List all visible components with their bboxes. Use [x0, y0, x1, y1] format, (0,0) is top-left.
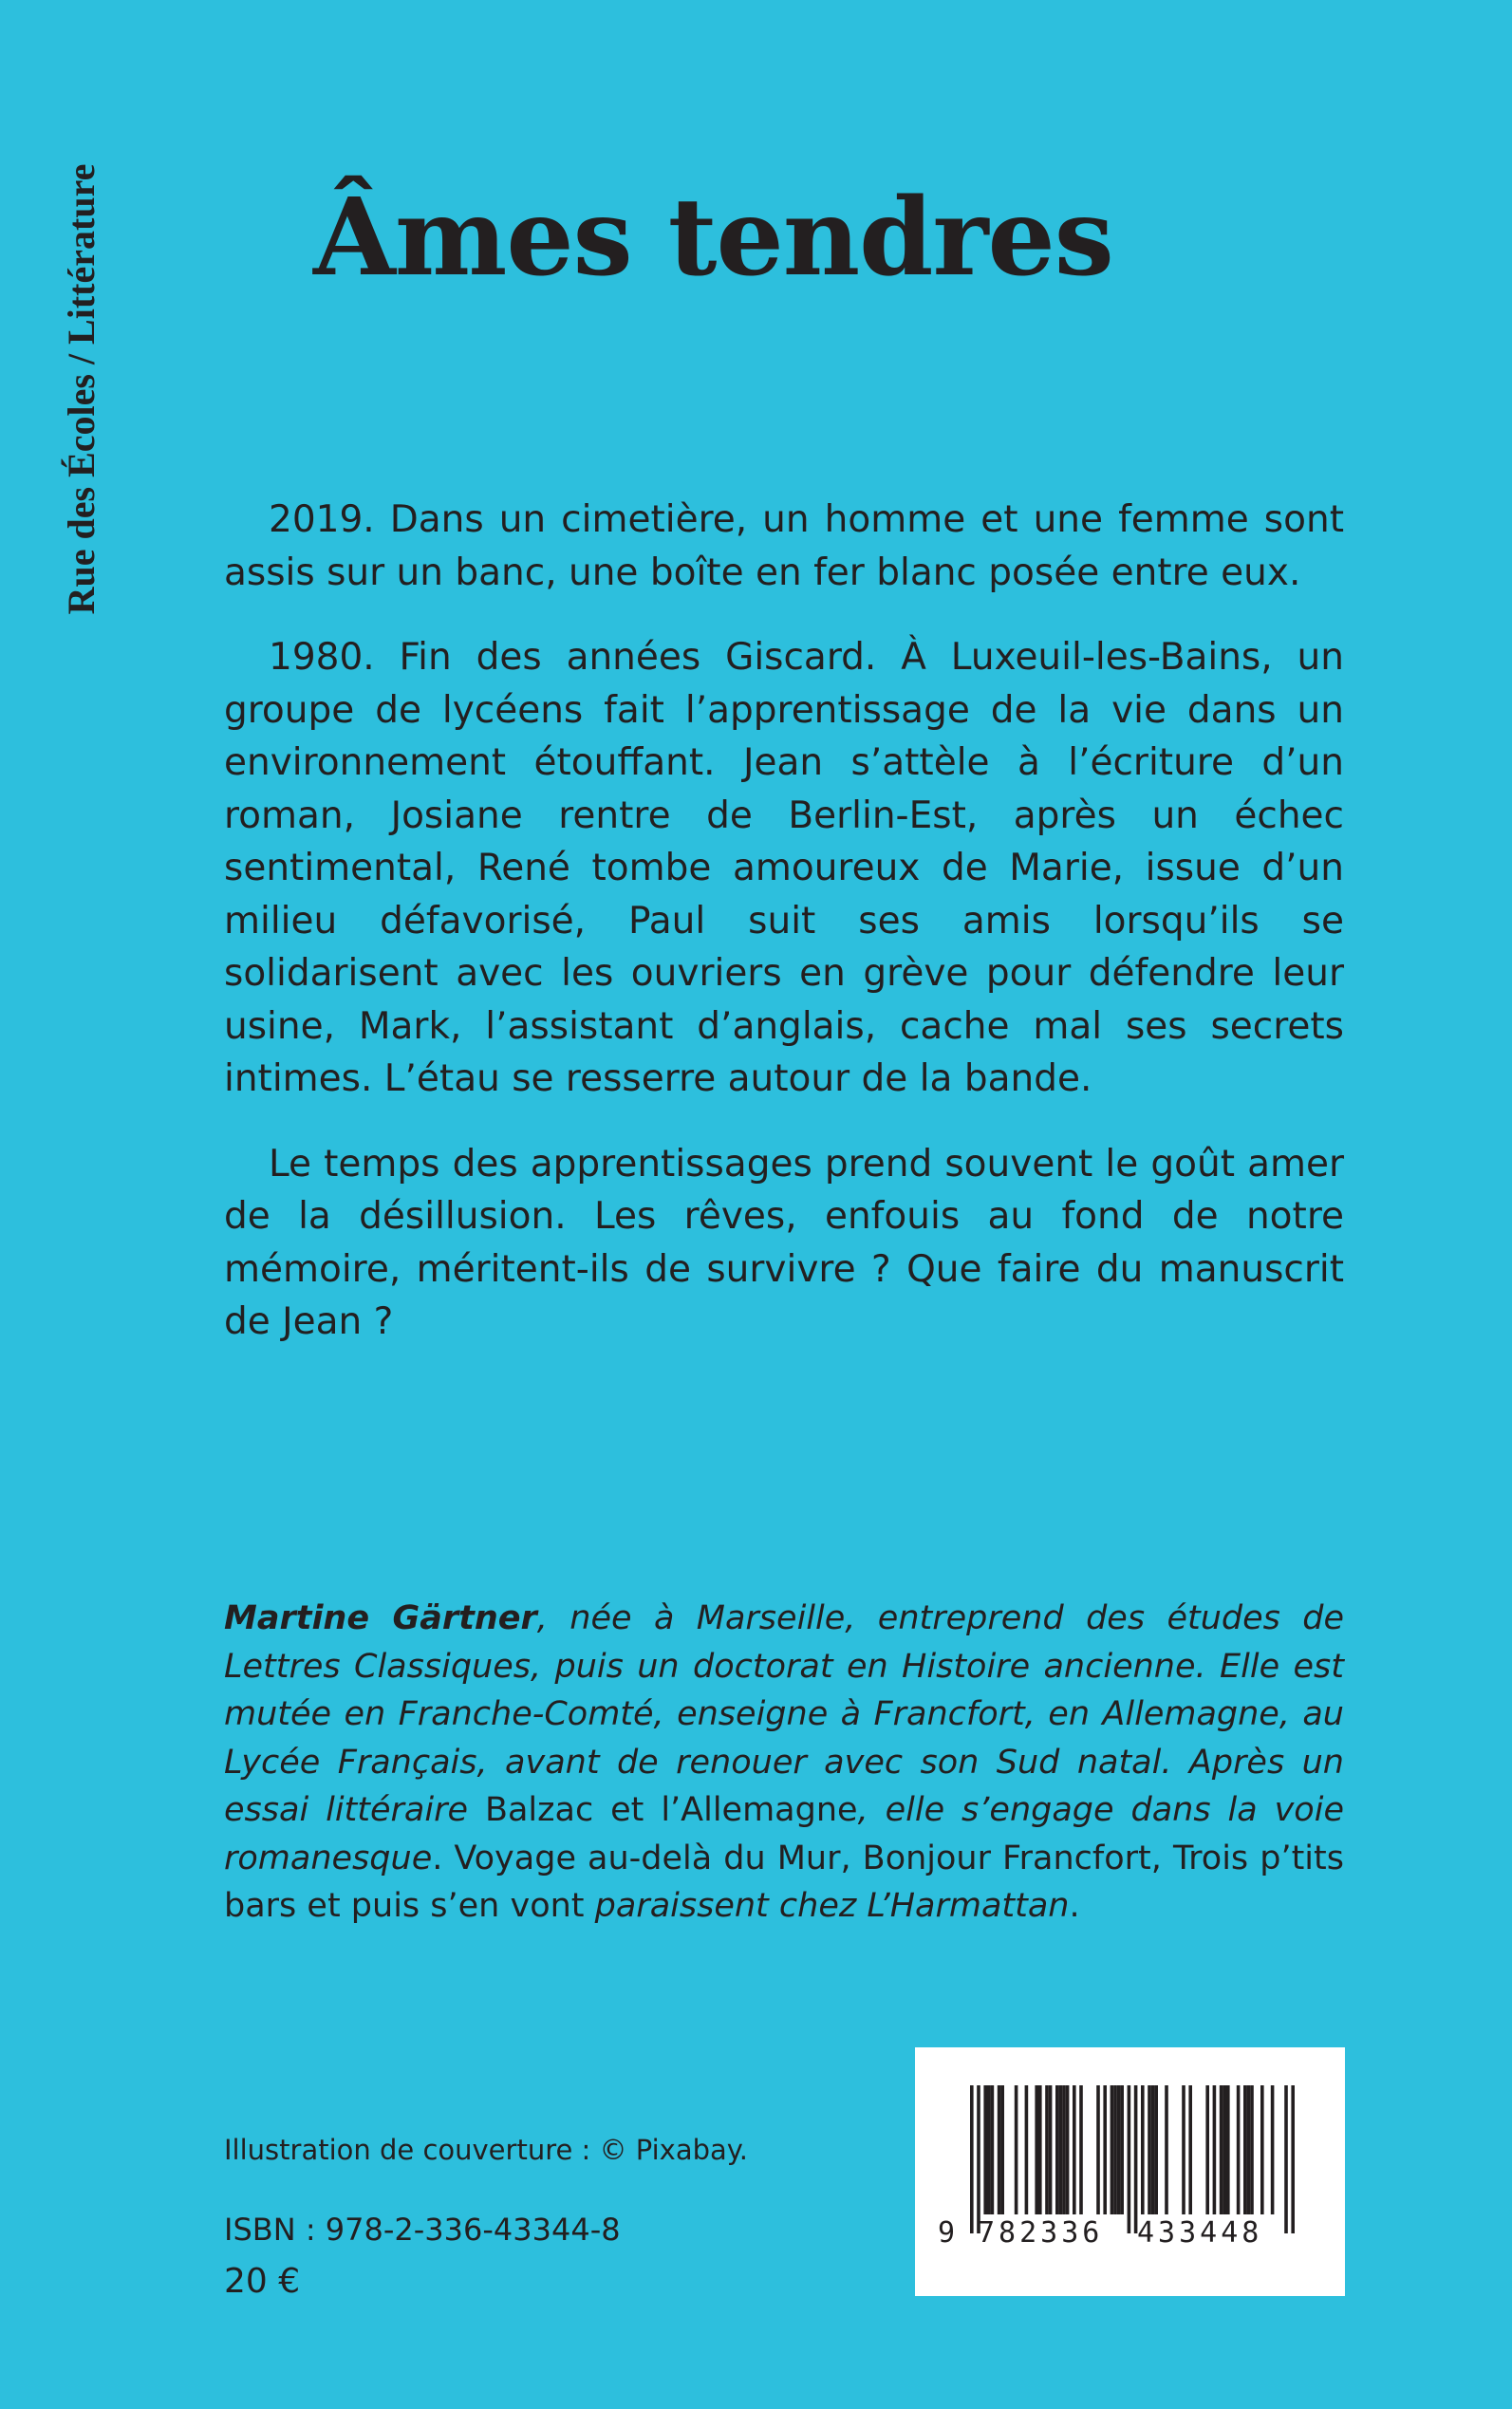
bio-text-2: , elle s’engage dans la voie romanesque: [224, 1791, 1344, 1877]
barcode-bar: [987, 2085, 991, 2214]
illustration-credit: Illustration de couverture : © Pixabay.: [224, 2134, 749, 2166]
barcode-bar: [1141, 2085, 1145, 2214]
barcode-digits-right: 433448: [1137, 2216, 1263, 2250]
bio-text-3: .: [432, 1839, 455, 1877]
barcode-bar: [1038, 2085, 1042, 2214]
barcode-bar: [1025, 2085, 1029, 2214]
isbn: ISBN : 978-2-336-43344-8: [224, 2212, 621, 2248]
book-title: Âmes tendres: [313, 176, 1113, 300]
barcode-bar: [1113, 2085, 1117, 2214]
barcode-bar: [1247, 2085, 1251, 2214]
barcode-bar: [1103, 2085, 1107, 2214]
barcode-bar: [1049, 2085, 1053, 2214]
barcode-bar: [1079, 2085, 1083, 2214]
barcode-bar: [1237, 2085, 1241, 2214]
barcode-bar: [1220, 2085, 1223, 2214]
barcode-bar: [998, 2085, 1001, 2214]
barcode-bar: [1117, 2085, 1121, 2214]
barcode-bar: [1148, 2085, 1151, 2214]
barcode-bar: [1243, 2085, 1247, 2214]
barcode-bar: [1188, 2085, 1192, 2214]
barcode: [915, 2047, 1345, 2296]
barcode-bar: [991, 2085, 995, 2214]
barcode-bar: [1128, 2085, 1131, 2233]
barcode-bar: [1035, 2085, 1038, 2214]
barcode-bar: [1120, 2085, 1124, 2214]
summary-paragraph-1: 2019. Dans un cimetière, un homme et une femme sont assis sur un banc, une boîte en fer blanc posée entre eux.: [224, 498, 1344, 594]
spine-text: Rue des Écoles / Littérature: [60, 163, 103, 615]
summary-paragraph-3: Le temps des apprentissages prend souvent le goût amer de la désillusion. Les rêves, enfouis au fond de notre mémoire, méritent-ils de survivre ? Que faire du manuscrit de Jean ?: [224, 1142, 1344, 1343]
barcode-bar: [1250, 2085, 1254, 2214]
barcode-bar: [1096, 2085, 1100, 2214]
barcode-bar: [1073, 2085, 1076, 2214]
barcode-digit-lead: 9: [938, 2216, 956, 2250]
barcode-bars: [915, 2047, 1345, 2296]
barcode-bar: [1134, 2085, 1138, 2233]
barcode-bar: [1165, 2085, 1168, 2214]
barcode-bar: [1111, 2085, 1114, 2214]
author-bio: [224, 1595, 1344, 1931]
barcode-bar: [1260, 2085, 1264, 2214]
barcode-bar: [1055, 2085, 1059, 2214]
barcode-bar: [1213, 2085, 1217, 2214]
bio-book-1: Balzac et l’Allemagne: [484, 1791, 858, 1829]
bio-text-5: .: [1069, 1887, 1080, 1925]
barcode-bar: [970, 2085, 974, 2233]
barcode-bar: [977, 2085, 980, 2233]
summary-paragraph-2: 1980. Fin des années Giscard. À Luxeuil-les-Bains, un groupe de lycéens fait l’apprentissage de la vie dans un environnement étouffant. Jean s’attèle à l’écriture d’un roman, Josiane rentre de Berlin-Est, après un échec sentimental, René tombe amoureux de Marie, issue d’un milieu défavorisé, Paul suit ses amis lorsqu’ils se solidarisent avec les ouvriers en grève pour défendre leur usine, Mark, l’assistant d’anglais, cache mal ses secrets intimes. L’étau se resserre autour de la bande.: [224, 636, 1344, 1100]
barcode-bar: [1000, 2085, 1004, 2214]
barcode-bar: [1271, 2085, 1275, 2214]
barcode-bar: [1154, 2085, 1158, 2214]
barcode-bar: [1066, 2085, 1070, 2214]
barcode-bar: [1205, 2085, 1209, 2214]
barcode-bar: [1062, 2085, 1066, 2214]
author-name: Martine Gärtner: [224, 1599, 537, 1637]
barcode-bar: [983, 2085, 987, 2214]
bio-text-4: paraissent chez L’Harmattan: [584, 1887, 1070, 1925]
barcode-bar: [1151, 2085, 1155, 2214]
barcode-bar: [1015, 2085, 1018, 2214]
barcode-bar: [1226, 2085, 1230, 2214]
barcode-bar: [1182, 2085, 1185, 2214]
barcode-bar: [1223, 2085, 1226, 2214]
bio-text-1: , née à Marseille, entreprend des études de Lettres Classiques, puis un doctorat en Histoire ancienne. Elle est mutée en Franche-Comté, enseigne à Francfort, en Allemagne, au Lycée Français, avant de renouer avec son Sud natal. Après un essai littéraire: [224, 1599, 1344, 1829]
barcode-bar: [1045, 2085, 1049, 2214]
barcode-bar: [1291, 2085, 1295, 2233]
price: 20 €: [224, 2262, 301, 2301]
bio-books: Voyage au-delà du Mur, Bonjour Francfort, Trois p’tits bars et puis s’en vont: [224, 1839, 1344, 1925]
summary: [224, 494, 1344, 1381]
barcode-bar: [1284, 2085, 1288, 2233]
barcode-digits-left: 782336: [978, 2216, 1104, 2250]
barcode-bar: [1059, 2085, 1063, 2214]
